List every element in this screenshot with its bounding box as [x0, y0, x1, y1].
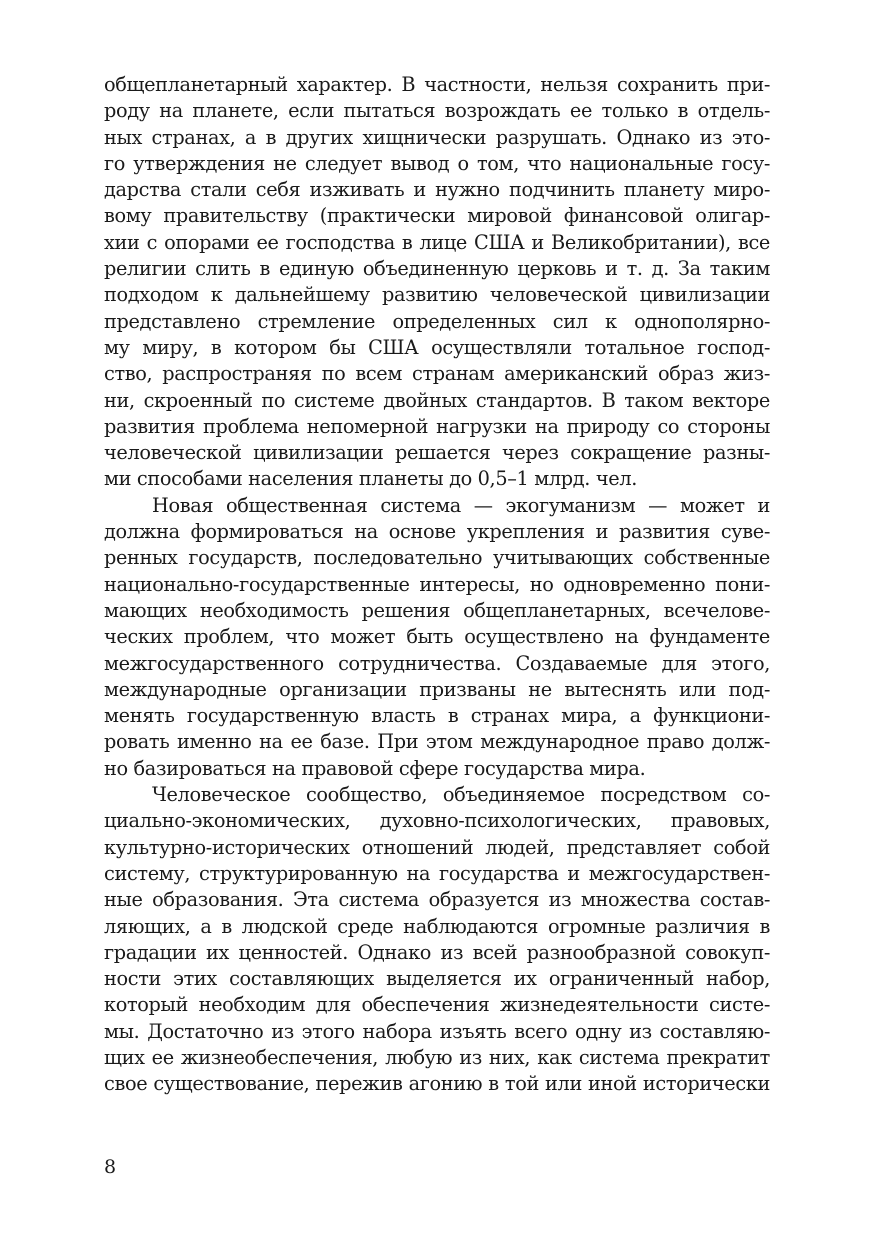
text-line: религии слить в единую объединенную церковь и т. д. За таким — [104, 257, 770, 281]
text-line: го утверждения не следует вывод о том, что национальные госу- — [104, 151, 770, 175]
text-line: который необходим для обеспечения жизнедеятельности систе- — [104, 993, 770, 1017]
text-line: мы. Достаточно из этого набора изъять всего одну из составляю- — [104, 1019, 770, 1043]
text-line: дарства стали себя изживать и нужно подчинить планету миро- — [104, 178, 770, 202]
text-line: ство, распространяя по всем странам американский образ жиз- — [104, 362, 770, 386]
paragraph-2 — [104, 493, 770, 782]
text-line: циально-экономических, духовно-психологических, правовых, — [104, 809, 770, 833]
text-line: роду на планете, если пытаться возрождать ее только в отдель- — [104, 99, 770, 123]
text-line: культурно-исторических отношений людей, представляет собой — [104, 835, 770, 859]
text-line: мающих необходимость решения общепланетарных, всечелове- — [104, 598, 770, 622]
text-line: систему, структурированную на государства и межгосударствен- — [104, 861, 770, 885]
text-line: представлено стремление определенных сил к однополярно- — [104, 309, 770, 333]
text-line: ми способами населения планеты до 0,5–1 млрд. чел. — [104, 467, 637, 491]
text-line: ренных государств, последовательно учитывающих собственные — [104, 546, 770, 570]
text-line: развития проблема непомерной нагрузки на природу со стороны — [104, 414, 770, 438]
text-line: Человеческое сообщество, объединяемое посредством со- — [152, 783, 770, 807]
text-line: ляющих, а в людской среде наблюдаются огромные различия в — [104, 914, 770, 938]
text-line: общепланетарный характер. В частности, нельзя сохранить при- — [104, 73, 770, 96]
text-line: но базироваться на правовой сфере государства мира. — [104, 756, 646, 780]
text-line: человеческой цивилизации решается через сокращение разны- — [104, 441, 770, 465]
text-line: хии с опорами ее господства в лице США и Великобритании), все — [104, 230, 770, 254]
text-line: ческих проблем, что может быть осуществлено на фундаменте — [104, 625, 770, 649]
text-line: ни, скроенный по системе двойных стандартов. В таком векторе — [104, 388, 770, 412]
text-line: подходом к дальнейшему развитию человеческой цивилизации — [104, 283, 770, 307]
text-line: ровать именно на ее базе. При этом международное право долж- — [104, 730, 770, 754]
paragraph-3 — [104, 782, 770, 1098]
text-line: межгосударственного сотрудничества. Создаваемые для этого, — [104, 651, 770, 675]
text-line: щих ее жизнеобеспечения, любую из них, как система прекратит — [104, 1045, 770, 1069]
text-line: менять государственную власть в странах мира, а функциони- — [104, 704, 770, 728]
text-line: вому правительству (практически мировой финансовой олигар- — [104, 204, 770, 228]
text-line: национально-государственные интересы, но одновременно пони- — [104, 572, 770, 596]
text-line: ности этих составляющих выделяется их ограниченный набор, — [104, 967, 770, 991]
page-body — [104, 72, 770, 1098]
paragraph-1 — [104, 72, 770, 493]
text-line: ные образования. Эта система образуется из множества состав- — [104, 888, 770, 912]
text-line: градации их ценностей. Однако из всей разнообразной совокуп- — [104, 940, 770, 964]
page-number: 8 — [104, 1156, 117, 1178]
text-line: должна формироваться на основе укрепления и развития суве- — [104, 520, 770, 544]
text-line: международные организации призваны не вытеснять или под- — [104, 677, 770, 701]
text-line: му миру, в котором бы США осуществляли тотальное господ- — [104, 335, 770, 359]
text-line: Новая общественная система — экогуманизм — может и — [152, 493, 770, 517]
text-line: свое существование, пережив агонию в той или иной исторически — [104, 1072, 770, 1096]
text-line: ных странах, а в других хищнически разрушать. Однако из это- — [104, 125, 770, 149]
